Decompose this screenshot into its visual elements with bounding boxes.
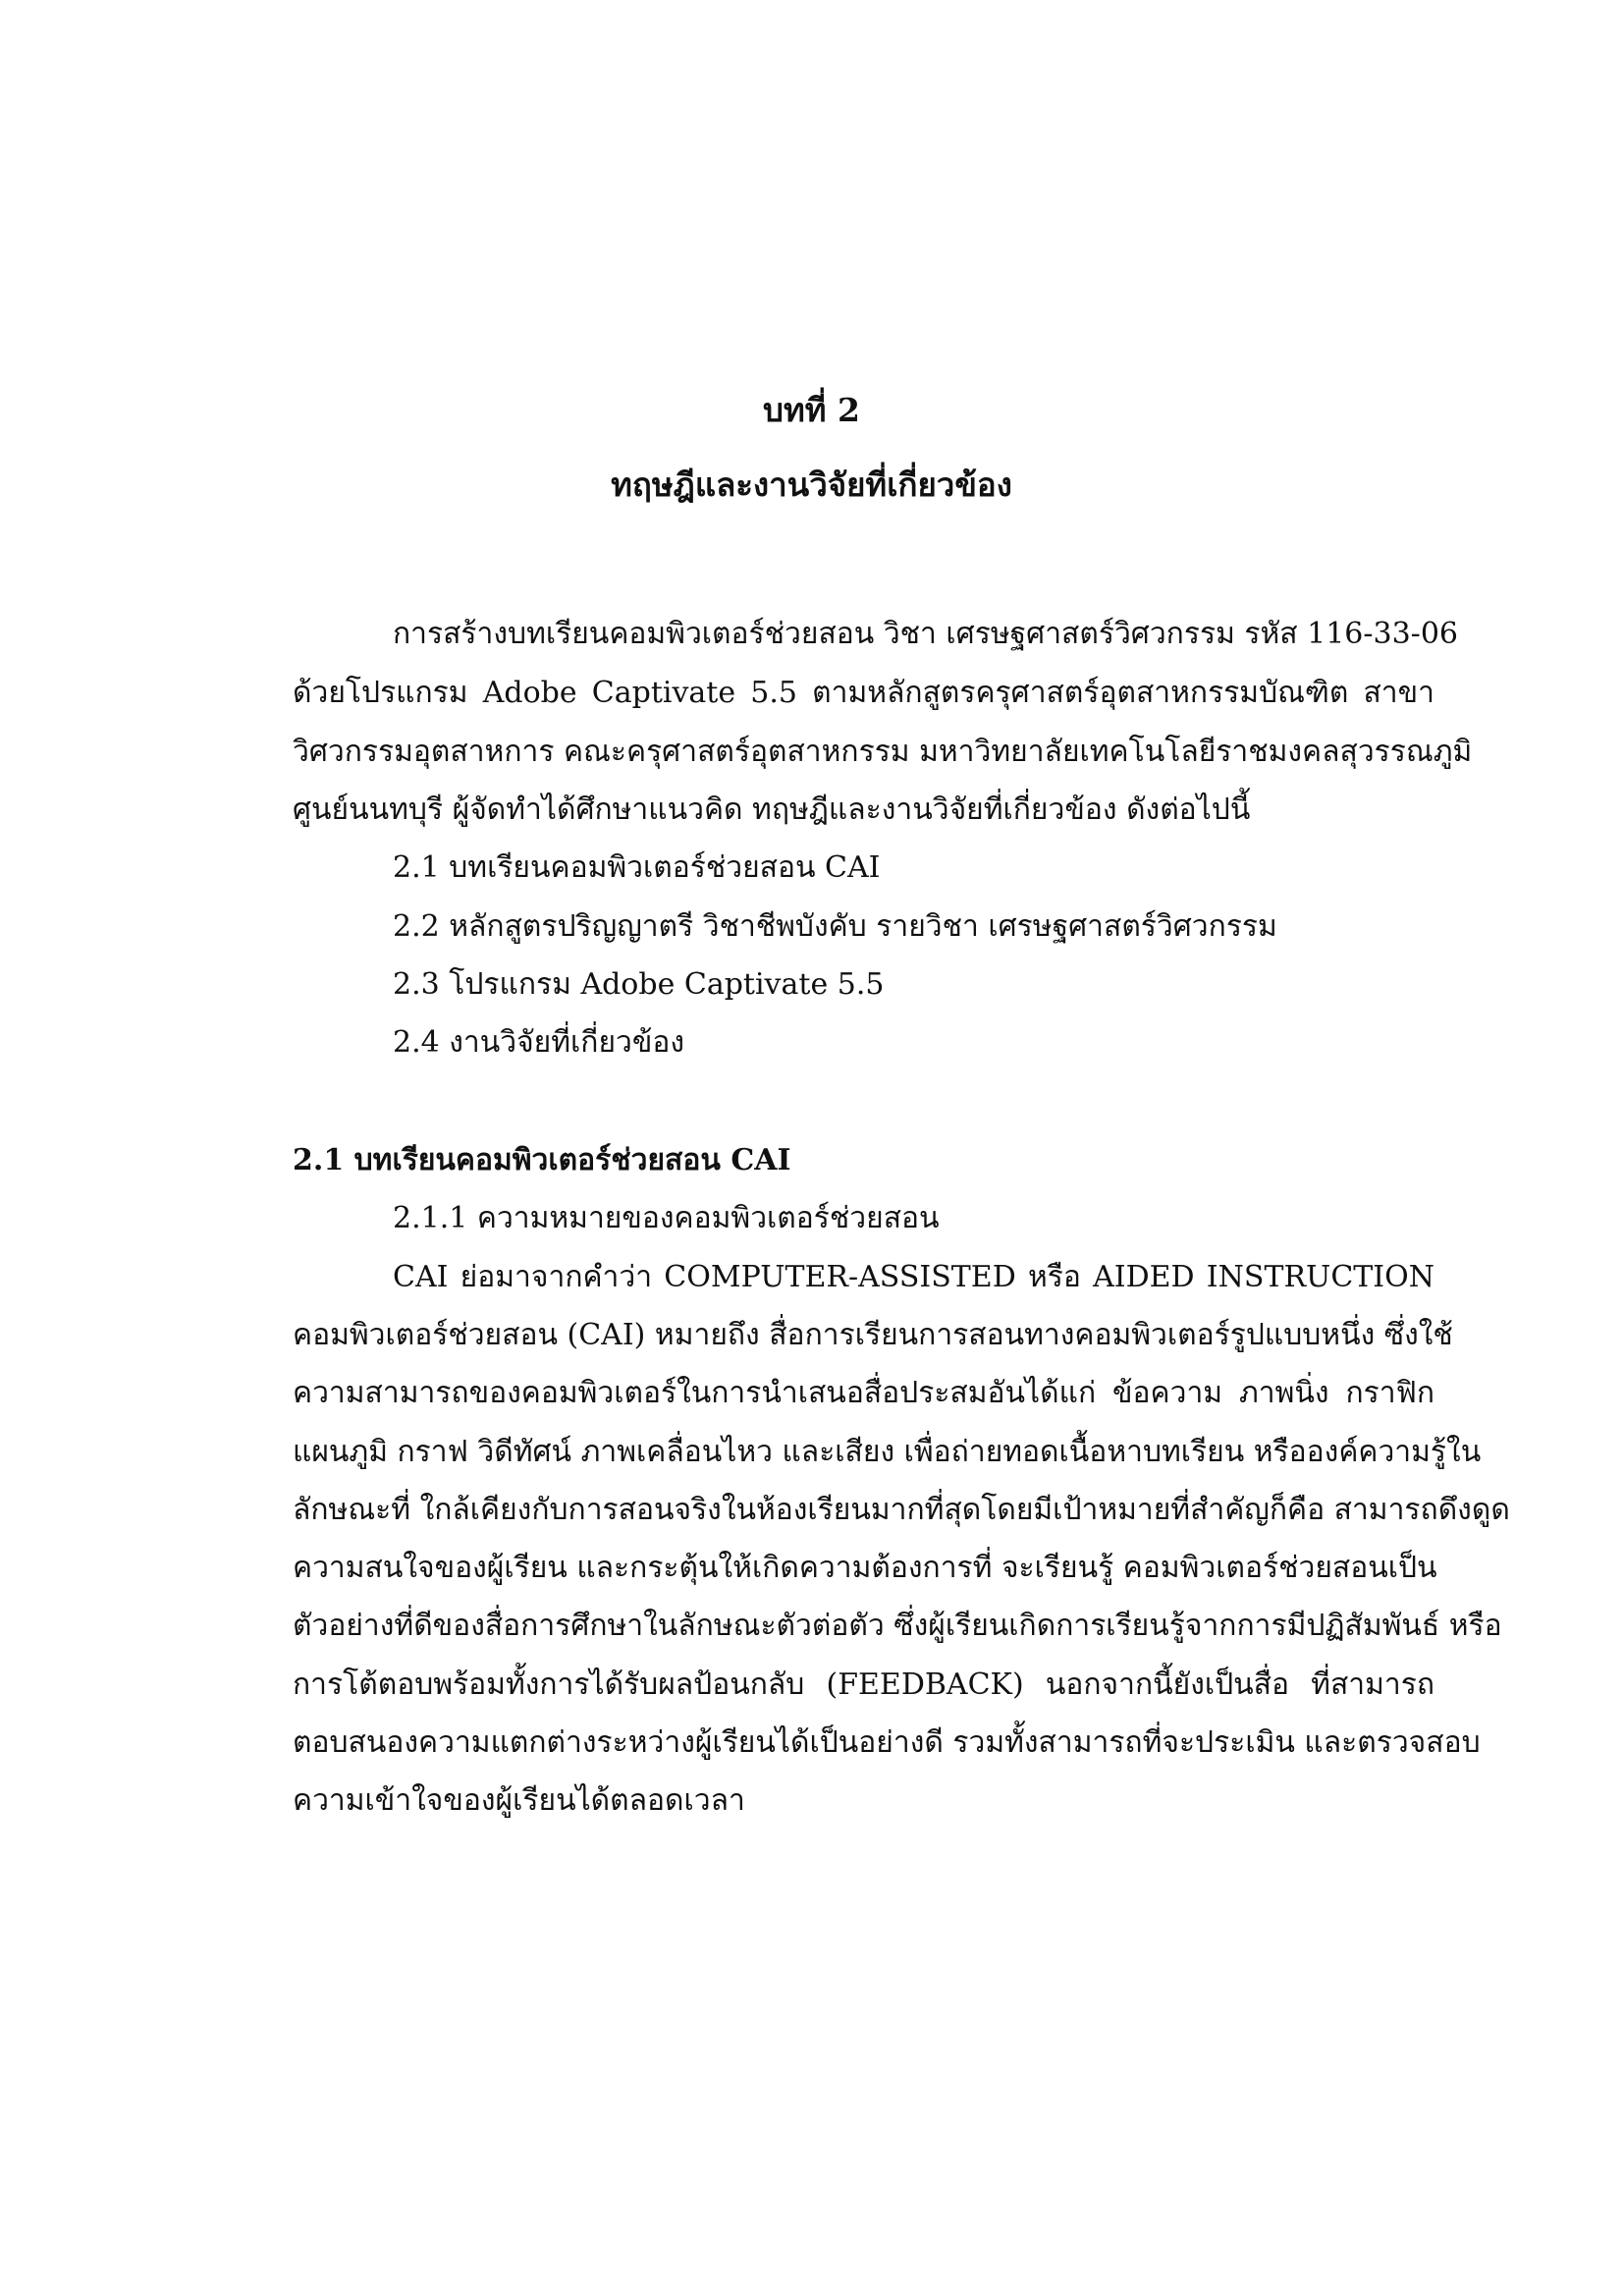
toc-item-2-2: 2.2 หลักสูตรปริญญาตรี วิชาชีพบังคับ รายวิชา เศรษฐศาสตร์วิศวกรรม [393,909,1277,944]
body-line-3: ความสามารถของคอมพิวเตอร์ในการนำเสนอสื่อประสมอันได้แก่ ข้อความ ภาพนิ่ง กราฟิก [293,1376,1434,1410]
toc-item-2-1: 2.1 บทเรียนคอมพิวเตอร์ช่วยสอน CAI [393,850,881,885]
body-line-6: ความสนใจของผู้เรียน และกระตุ้นให้เกิดความต้องการที่ จะเรียนรู้ คอมพิวเตอร์ช่วยสอนเป็น [293,1551,1437,1585]
body-line-5: ลักษณะที่ ใกล้เคียงกับการสอนจริงในห้องเรียนมากที่สุดโดยมีเป้าหมายที่สำคัญก็คือ สามารถดึงดูด [293,1493,1510,1527]
intro-line-3: วิศวกรรมอุตสาหการ คณะครุศาสตร์อุตสาหกรรม มหาวิทยาลัยเทคโนโลยีราชมงคลสุวรรณภูมิ [293,735,1473,769]
body-line-7: ตัวอย่างที่ดีของสื่อการศึกษาในลักษณะตัวต่อตัว ซึ่งผู้เรียนเกิดการเรียนรู้จากการมีปฏิสัมพันธ์ หรือ [293,1609,1502,1643]
toc-item-2-3: 2.3 โปรแกรม Adobe Captivate 5.5 [393,967,885,1002]
body-line-2: คอมพิวเตอร์ช่วยสอน (CAI) หมายถึง สื่อการเรียนการสอนทางคอมพิวเตอร์รูปแบบหนึ่ง ซึ่งใช้ [293,1318,1453,1352]
body-line-10: ความเข้าใจของผู้เรียนได้ตลอดเวลา [293,1783,745,1818]
chapter-number: บทที่ 2 [763,391,860,429]
section-heading: 2.1 บทเรียนคอมพิวเตอร์ช่วยสอน CAI [293,1143,791,1177]
body-line-8: การโต้ตอบพร้อมทั้งการได้รับผลป้อนกลับ (FEEDBACK) นอกจากนี้ยังเป็นสื่อ ที่สามารถ [293,1667,1434,1702]
body-line-4: แผนภูมิ กราฟ วิดีทัศน์ ภาพเคลื่อนไหว และเสียง เพื่อถ่ายทอดเนื้อหาบทเรียน หรือองค์ความรู้ใน [293,1435,1482,1469]
body-line-1: CAI ย่อมาจากคำว่า COMPUTER-ASSISTED หรือ AIDED INSTRUCTION [393,1260,1434,1294]
toc-item-2-4: 2.4 งานวิจัยที่เกี่ยวข้อง [393,1025,685,1060]
intro-line-2: ด้วยโปรแกรม Adobe Captivate 5.5 ตามหลักสูตรครุศาสตร์อุตสาหกรรมบัณฑิต สาขา [293,676,1434,710]
chapter-title: ทฤษฎีและงานวิจัยที่เกี่ยวข้อง [611,465,1012,504]
intro-line-4: ศูนย์นนทบุรี ผู้จัดทำได้ศึกษาแนวคิด ทฤษฎีและงานวิจัยที่เกี่ยวข้อง ดังต่อไปนี้ [293,793,1251,827]
intro-line-1: การสร้างบทเรียนคอมพิวเตอร์ช่วยสอน วิชา เศรษฐศาสตร์วิศวกรรม รหัส 116-33-06 [393,617,1458,651]
subsection-heading: 2.1.1 ความหมายของคอมพิวเตอร์ช่วยสอน [393,1201,940,1235]
body-line-9: ตอบสนองความแตกต่างระหว่างผู้เรียนได้เป็นอย่างดี รวมทั้งสามารถที่จะประเมิน และตรวจสอบ [293,1725,1481,1760]
